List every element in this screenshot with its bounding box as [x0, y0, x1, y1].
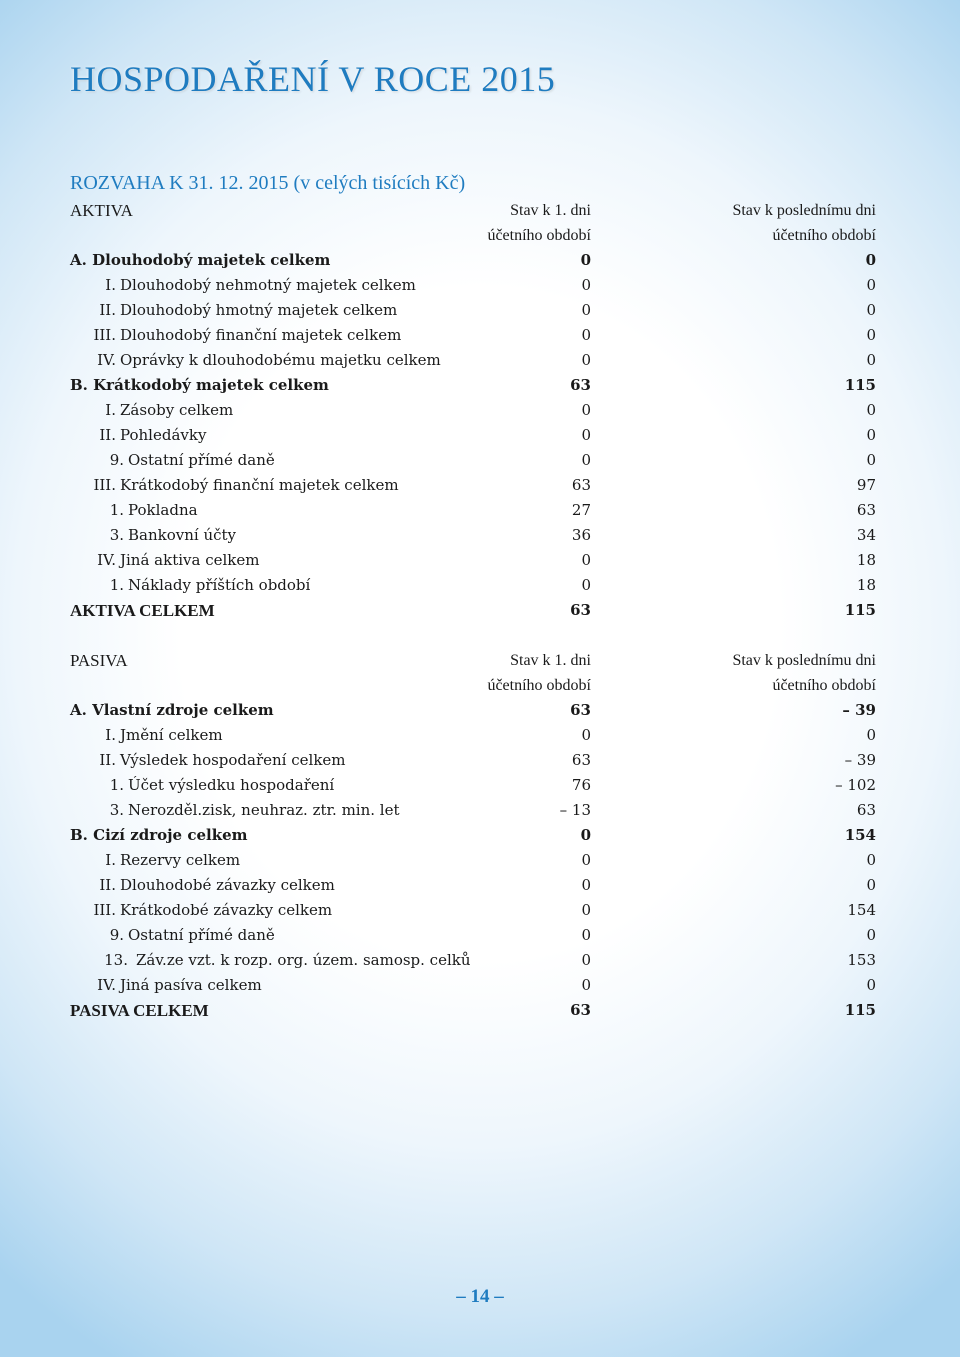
row-label — [70, 898, 332, 923]
value-end-of-period: 0 — [866, 976, 876, 994]
liabilities-col1-header-line2: účetního období — [487, 677, 591, 694]
value-end-of-period: 0 — [866, 276, 876, 294]
row-label — [70, 448, 275, 473]
assets-col1-header: Stav k 1. dni — [510, 202, 591, 219]
row-label — [70, 773, 334, 798]
value-start-of-period: 0 — [581, 576, 591, 594]
liabilities-header-row-2 — [70, 673, 876, 698]
value-start-of-period: 0 — [581, 876, 591, 894]
row-text: Dlouhodobý nehmotný majetek celkem — [120, 276, 416, 294]
table-row — [70, 898, 876, 923]
table-row — [70, 323, 876, 348]
row-label — [70, 698, 274, 723]
row-text: Záv.ze vzt. k rozp. org. územ. samosp. celků — [136, 951, 471, 969]
value-end-of-period: 0 — [866, 726, 876, 744]
liabilities-header-row — [70, 648, 876, 673]
assets-header-row-2 — [70, 223, 876, 248]
value-start-of-period: 0 — [581, 926, 591, 944]
table-row — [70, 423, 876, 448]
value-start-of-period: 27 — [571, 501, 591, 519]
row-number: III. — [93, 901, 116, 919]
value-end-of-period: 0 — [866, 326, 876, 344]
liabilities-col2-header-line2: účetního období — [772, 677, 876, 694]
assets-total-label: AKTIVA CELKEM — [70, 601, 215, 620]
row-number: I. — [105, 851, 116, 869]
value-start-of-period: 0 — [580, 251, 591, 269]
value-start-of-period: 0 — [581, 351, 591, 369]
page-title: HOSPODAŘENÍ V ROCE 2015 — [70, 59, 556, 99]
value-end-of-period: 97 — [856, 476, 876, 494]
assets-total-row — [70, 598, 876, 623]
row-number: 13. — [104, 951, 128, 969]
table-row — [70, 773, 876, 798]
assets-header-label: AKTIVA — [70, 201, 133, 220]
value-start-of-period: 0 — [581, 276, 591, 294]
assets-rows — [70, 248, 876, 598]
value-start-of-period: – 13 — [559, 801, 591, 819]
row-label — [70, 298, 397, 323]
table-row — [70, 248, 876, 273]
row-number: III. — [93, 476, 116, 494]
row-number: I. — [105, 276, 116, 294]
value-start-of-period: 0 — [581, 551, 591, 569]
value-end-of-period: 153 — [847, 951, 876, 969]
row-number: 3. — [109, 801, 124, 819]
table-row — [70, 573, 876, 598]
liabilities-total-label: PASIVA CELKEM — [70, 1001, 209, 1020]
row-label — [70, 848, 240, 873]
value-end-of-period: 154 — [844, 826, 876, 844]
row-text: Ostatní přímé daně — [128, 451, 275, 469]
row-number: A. — [70, 251, 87, 269]
row-number: 1. — [109, 576, 124, 594]
row-text: Pohledávky — [120, 426, 207, 444]
row-text: Nerozděl.zisk, neuhraz. ztr. min. let — [128, 801, 400, 819]
value-start-of-period: 0 — [581, 851, 591, 869]
row-number: I. — [105, 401, 116, 419]
row-label — [70, 248, 330, 273]
value-end-of-period: 0 — [866, 401, 876, 419]
row-number: IV. — [97, 976, 116, 994]
table-row — [70, 548, 876, 573]
row-text: Zásoby celkem — [120, 401, 234, 419]
value-start-of-period: 0 — [581, 976, 591, 994]
liabilities-total-end: 115 — [844, 1001, 876, 1019]
table-row — [70, 823, 876, 848]
row-label — [70, 348, 441, 373]
row-label — [70, 873, 335, 898]
value-end-of-period: 154 — [847, 901, 876, 919]
row-text: Vlastní zdroje celkem — [92, 701, 274, 719]
table-row — [70, 298, 876, 323]
value-end-of-period: 63 — [856, 501, 876, 519]
value-end-of-period: 0 — [866, 926, 876, 944]
row-number: II. — [99, 301, 116, 319]
liabilities-header-label: PASIVA — [70, 651, 128, 670]
row-text: Cizí zdroje celkem — [93, 826, 248, 844]
row-number: III. — [93, 326, 116, 344]
table-row — [70, 923, 876, 948]
assets-total-start: 63 — [570, 601, 591, 619]
row-label — [70, 798, 400, 823]
liabilities-total-start: 63 — [570, 1001, 591, 1019]
row-label — [70, 373, 329, 398]
value-start-of-period: 76 — [571, 776, 591, 794]
value-start-of-period: 63 — [571, 476, 591, 494]
row-text: Výsledek hospodaření celkem — [120, 751, 346, 769]
liabilities-col1-header: Stav k 1. dni — [510, 652, 591, 669]
table-row — [70, 798, 876, 823]
row-text: Krátkodobý majetek celkem — [93, 376, 329, 394]
table-row — [70, 873, 876, 898]
row-number: B. — [70, 826, 88, 844]
value-end-of-period: 63 — [856, 801, 876, 819]
value-start-of-period: 0 — [581, 451, 591, 469]
table-row — [70, 698, 876, 723]
table-row — [70, 723, 876, 748]
table-row — [70, 973, 876, 998]
assets-total-end: 115 — [844, 601, 876, 619]
row-text: Jiná aktiva celkem — [120, 551, 260, 569]
row-text: Dlouhodobý finanční majetek celkem — [120, 326, 402, 344]
table-row — [70, 273, 876, 298]
table-row — [70, 748, 876, 773]
row-label — [70, 398, 233, 423]
row-number: II. — [99, 426, 116, 444]
row-label — [70, 423, 206, 448]
liabilities-section — [70, 648, 876, 1023]
value-start-of-period: 63 — [571, 751, 591, 769]
value-end-of-period: 0 — [866, 351, 876, 369]
row-label — [70, 723, 223, 748]
value-end-of-period: 115 — [844, 376, 876, 394]
row-text: Dlouhodobý hmotný majetek celkem — [120, 301, 398, 319]
row-number: 9. — [109, 926, 124, 944]
row-label — [70, 498, 198, 523]
row-label — [70, 823, 248, 848]
liabilities-col2-header: Stav k poslednímu dni — [732, 652, 876, 669]
row-text: Náklady příštích období — [128, 576, 311, 594]
value-start-of-period: 0 — [580, 826, 591, 844]
page-number: – 14 – — [456, 1286, 504, 1307]
value-end-of-period: 18 — [856, 576, 876, 594]
row-number: I. — [105, 726, 116, 744]
row-number: 3. — [109, 526, 124, 544]
table-row — [70, 448, 876, 473]
row-number: IV. — [97, 351, 116, 369]
row-label — [70, 473, 399, 498]
row-number: 1. — [109, 776, 124, 794]
value-end-of-period: 0 — [866, 301, 876, 319]
value-start-of-period: 36 — [571, 526, 591, 544]
row-label — [70, 273, 416, 298]
row-number: A. — [70, 701, 87, 719]
value-end-of-period: 0 — [865, 251, 876, 269]
row-label — [70, 573, 310, 598]
row-text: Jmění celkem — [120, 726, 223, 744]
assets-col1-header-line2: účetního období — [487, 227, 591, 244]
assets-section — [70, 198, 876, 623]
table-row — [70, 523, 876, 548]
table-row — [70, 348, 876, 373]
row-label — [70, 523, 236, 548]
table-row — [70, 498, 876, 523]
value-start-of-period: 0 — [581, 726, 591, 744]
row-text: Krátkodobý finanční majetek celkem — [120, 476, 399, 494]
value-start-of-period: 0 — [581, 426, 591, 444]
table-row — [70, 398, 876, 423]
assets-col2-header: Stav k poslednímu dni — [732, 202, 876, 219]
row-text: Účet výsledku hospodaření — [128, 776, 335, 794]
row-text: Dlouhodobý majetek celkem — [92, 251, 331, 269]
value-end-of-period: – 39 — [842, 701, 876, 719]
table-row — [70, 948, 876, 973]
value-start-of-period: 0 — [581, 301, 591, 319]
value-start-of-period: 0 — [581, 951, 591, 969]
row-number: II. — [99, 751, 116, 769]
value-end-of-period: 34 — [856, 526, 876, 544]
value-end-of-period: – 39 — [844, 751, 876, 769]
value-end-of-period: 0 — [866, 876, 876, 894]
table-row — [70, 848, 876, 873]
row-text: Pokladna — [128, 501, 198, 519]
value-start-of-period: 63 — [570, 376, 591, 394]
row-number: 9. — [109, 451, 124, 469]
liabilities-rows — [70, 698, 876, 998]
row-label — [70, 948, 471, 973]
row-text: Bankovní účty — [128, 526, 237, 544]
value-end-of-period: 18 — [856, 551, 876, 569]
row-text: Jiná pasíva celkem — [120, 976, 262, 994]
row-text: Oprávky k dlouhodobému majetku celkem — [120, 351, 441, 369]
row-label — [70, 923, 275, 948]
row-number: 1. — [109, 501, 124, 519]
value-end-of-period: 0 — [866, 426, 876, 444]
value-start-of-period: 0 — [581, 401, 591, 419]
row-number: IV. — [97, 551, 116, 569]
row-number: B. — [70, 376, 88, 394]
value-end-of-period: 0 — [866, 451, 876, 469]
row-label — [70, 323, 401, 348]
row-label — [70, 548, 260, 573]
row-text: Rezervy celkem — [120, 851, 241, 869]
value-start-of-period: 63 — [570, 701, 591, 719]
assets-col2-header-line2: účetního období — [772, 227, 876, 244]
value-end-of-period: 0 — [866, 851, 876, 869]
assets-header-row — [70, 198, 876, 223]
row-text: Krátkodobé závazky celkem — [120, 901, 333, 919]
value-end-of-period: – 102 — [835, 776, 876, 794]
value-start-of-period: 0 — [581, 901, 591, 919]
value-start-of-period: 0 — [581, 326, 591, 344]
row-text: Dlouhodobé závazky celkem — [120, 876, 335, 894]
table-row — [70, 373, 876, 398]
liabilities-total-row — [70, 998, 876, 1023]
row-label — [70, 748, 346, 773]
balance-sheet-subtitle: ROZVAHA K 31. 12. 2015 (v celých tisících Kč) — [70, 172, 466, 194]
row-number: II. — [99, 876, 116, 894]
table-row — [70, 473, 876, 498]
row-text: Ostatní přímé daně — [128, 926, 275, 944]
row-label — [70, 973, 262, 998]
